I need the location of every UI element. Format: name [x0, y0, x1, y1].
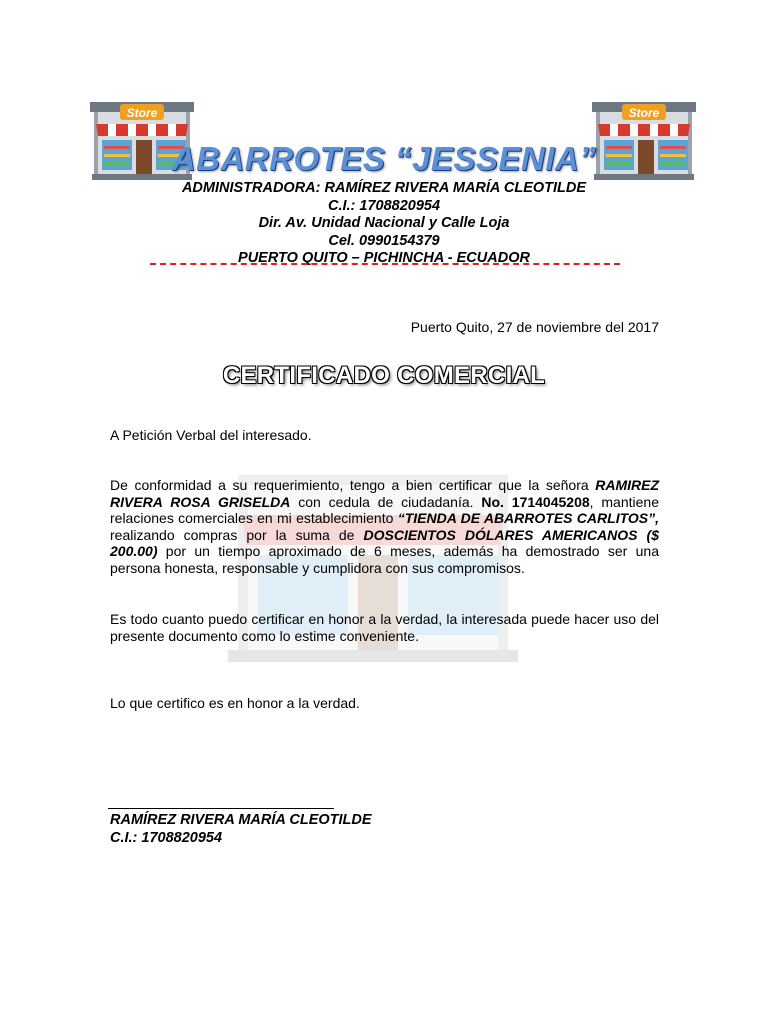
usage-paragraph: Es todo cuanto puedo certificar en honor a la verdad, la interesada puede hacer uso del presente documento como lo estime conveniente. — [110, 611, 659, 644]
document-title: CERTIFICADO COMERCIAL — [222, 362, 546, 389]
text-run: , mantiene relaciones comerciales en mi establecimiento — [110, 493, 659, 527]
certification-paragraph — [110, 477, 659, 577]
closing-line: Lo que certifico es en honor a la verdad. — [110, 695, 360, 711]
date-line: Puerto Quito, 27 de noviembre del 2017 — [410, 319, 659, 335]
address-line: Dir. Av. Unidad Nacional y Calle Loja — [258, 215, 510, 231]
client-name: RAMIREZ RIVERA ROSA GRISELDA — [110, 477, 659, 510]
svg-text:Store: Store — [628, 106, 660, 120]
text-run: realizando compras por la suma de — [110, 526, 364, 543]
signer-name: RAMÍREZ RIVERA MARÍA CLEOTILDE — [110, 812, 372, 828]
text-run: con cedula de ciudadanía. — [290, 493, 482, 510]
client-id-number: No. 1714045208 — [481, 493, 590, 510]
business-info — [0, 180, 768, 268]
text-run: De conformidad a su requerimiento, tengo a bien certificar que la señora — [110, 477, 596, 493]
request-line: A Petición Verbal del interesado. — [110, 427, 312, 443]
signature-line — [108, 808, 334, 809]
svg-text:Store: Store — [126, 106, 158, 120]
purchase-amount: DOSCIENTOS DÓLARES AMERICANOS ($ 200.00) — [110, 526, 659, 560]
text-run: por un tiempo aproximado de 6 meses, además ha demostrado ser una persona honesta, responsable y cumplidora con sus compromisos. — [110, 543, 659, 576]
store-name: “TIENDA DE ABARROTES CARLITOS”, — [397, 510, 659, 527]
administrator-line: ADMINISTRADORA: RAMÍREZ RIVERA MARÍA CLEOTILDE — [181, 180, 587, 196]
location-line: PUERTO QUITO – PICHINCHA - ECUADOR — [238, 250, 530, 266]
id-line: C.I.: 1708820954 — [327, 197, 441, 214]
phone-line: Cel. 0990154379 — [328, 232, 440, 249]
signature-block — [110, 812, 372, 847]
signer-id: C.I.: 1708820954 — [110, 829, 223, 846]
business-name: ABARROTES “JESSENIA” — [171, 140, 597, 177]
header-divider — [150, 263, 620, 265]
